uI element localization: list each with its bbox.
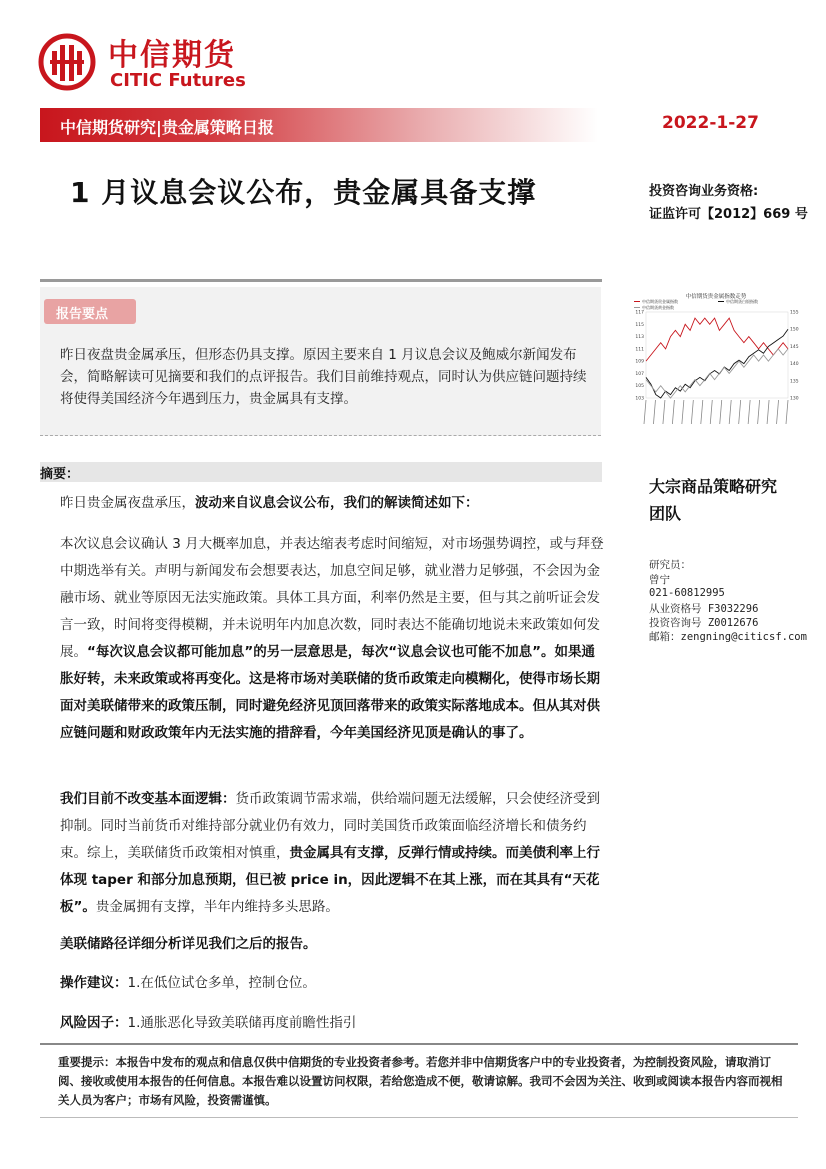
qualification-license: 证监许可【2012】669 号	[649, 207, 808, 222]
x-tick-4	[682, 400, 684, 424]
y-right-tick-1: 150	[790, 327, 799, 333]
team-title: 大宗商品策略研究	[649, 477, 778, 496]
series-line-0	[646, 318, 788, 361]
report-series-title: 中信期货研究|贵金属策略日报	[60, 118, 274, 137]
x-tick-2	[663, 400, 665, 424]
chart-y-axis-left	[635, 310, 644, 402]
citic-logo-icon	[38, 33, 96, 91]
footer-divider-bottom	[40, 1117, 798, 1118]
x-tick-11	[748, 400, 750, 424]
x-tick-12	[758, 400, 760, 424]
researcher-phone: 021-60812995	[649, 587, 725, 599]
chart-x-axis	[644, 400, 788, 424]
researcher-email: 邮箱：zengning@citicsf.com	[649, 631, 807, 643]
brand-name-en: CITIC Futures	[110, 70, 246, 91]
brand-name-cn: 中信期货	[108, 38, 236, 73]
chart-title: 中信期货贵金属指数走势	[685, 294, 747, 300]
abstract-header-bar	[40, 462, 602, 482]
y-left-tick-3: 111	[635, 347, 644, 353]
title-divider	[40, 279, 602, 282]
abstract-label: 摘要：	[40, 467, 80, 482]
qualification-label: 投资咨询业务资格:	[649, 184, 759, 199]
summary-text: 昨日夜盘贵金属承压，但形态仍具支撑。原因主要来自 1 月议息会议及鲍威尔新闻发布会，简略解读可见摘要和我们的点评报告。我们目前维持观点，同时认为供应链问题持续将使得美国经济今年遇到压力，贵金属具有支撑。	[60, 347, 587, 407]
x-tick-7	[710, 400, 712, 424]
summary-tab-label: 报告要点	[56, 307, 109, 322]
operation-advice: 操作建议：1.在低位试仓多单，控制仓位。	[60, 975, 316, 991]
legend-label-0: 中信期货贵金属指数	[642, 299, 678, 304]
y-left-tick-5: 107	[635, 371, 644, 377]
y-right-tick-2: 145	[790, 344, 799, 350]
abstract-paragraph-3: 我们目前不改变基本面逻辑：货币政策调节需求端，供给端问题无法缓解，只会使经济受到抑制。同时当前货币对维持部分就业仍有效力，同时美国货币政策面临经济增长和债务约束。综上，美联储货币政策相对慎重，贵金属具有支撑，反弹行情或持续。而美债利率上行体现 taper 和部分加息预期，但已被 price in，因此逻辑不在其上涨，而在其具有“天花板”。贵金属拥有支撑，半年内维持多头思路。	[60, 791, 600, 915]
y-left-tick-0: 117	[635, 310, 644, 316]
y-left-tick-6: 105	[635, 384, 644, 390]
y-left-tick-7: 103	[635, 396, 644, 402]
x-tick-14	[777, 400, 779, 424]
y-right-tick-3: 140	[790, 362, 799, 368]
legend-label-2: 中信期货黄金指数	[642, 305, 674, 310]
y-left-tick-4: 109	[635, 359, 644, 365]
footer-divider	[40, 1043, 798, 1045]
series-line-2	[646, 349, 788, 398]
team-title-2: 团队	[649, 504, 682, 523]
researcher-label: 研究员：	[649, 559, 691, 571]
x-tick-5	[691, 400, 693, 424]
x-tick-9	[729, 400, 731, 424]
y-left-tick-1: 115	[635, 322, 644, 328]
y-right-tick-5: 130	[790, 396, 799, 402]
x-tick-6	[701, 400, 703, 424]
researcher-consult-id: 投资咨询号 Z0012676	[649, 617, 759, 629]
report-date: 2022-1-27	[662, 113, 759, 133]
abstract-paragraph-4: 美联储路径详细分析详见我们之后的报告。	[60, 936, 317, 952]
x-tick-8	[720, 400, 722, 424]
series-line-1	[646, 329, 788, 398]
chart-y-axis-right	[790, 310, 799, 402]
x-tick-13	[767, 400, 769, 424]
risk-factors: 风险因子：1.通胀恶化导致美联储再度前瞻性指引	[60, 1015, 357, 1031]
researcher-license: 从业资格号 F3032296	[649, 603, 759, 615]
x-tick-15	[786, 400, 788, 424]
disclaimer: 重要提示：本报告中发布的观点和信息仅供中信期货的专业投资者参考。若您并非中信期货客户中的专业投资者，为控制投资风险，请取消订阅、接收或使用本报告的任何信息。本报告难以设置访问权限，若给您造成不便，敬请谅解。我司不会因为关注、收到或阅读本报告内容而视相关人员为客户；市场有风险，投资需谨慎。	[58, 1055, 783, 1107]
researcher-name: 曾宁	[649, 574, 670, 586]
abstract-paragraph-1: 昨日贵金属夜盘承压，波动来自议息会议公布，我们的解读简述如下：	[60, 495, 479, 511]
y-right-tick-0: 155	[790, 310, 799, 316]
x-tick-1	[653, 400, 655, 424]
x-tick-0	[644, 400, 646, 424]
y-left-tick-2: 113	[635, 335, 644, 341]
x-tick-10	[739, 400, 741, 424]
price-index-chart	[630, 290, 802, 430]
report-title: 1 月议息会议公布，贵金属具备支撑	[70, 176, 537, 209]
legend-label-1: 中信期货白银指数	[726, 299, 758, 304]
y-right-tick-4: 135	[790, 379, 799, 385]
abstract-paragraph-2: 本次议息会议确认 3 月大概率加息，并表达缩表考虑时间缩短，对市场强势调控，或与拜登中期选举有关。声明与新闻发布会想要表达，加息空间足够，就业潜力足够强，不会因为金融市场、就业等原因无法实施政策。具体工具方面，利率仍然是主要，但与其之前听证会发言一致，时间将变得模糊，并未说明年内加息次数，同时表达不能确切地说未来政策如何发展。“每次议息会议都可能加息”的另一层意思是，每次“议息会议也可能不加息”。如果通胀好转，未来政策或将再变化。这是将市场对美联储的货币政策走向模糊化，使得市场长期面对美联储带来的政策压制，同时避免经济见顶回落带来的政策实际落地成本。但从其对供应链问题和财政政策年内无法实施的措辞看，今年美国经济见顶是确认的事了。	[60, 536, 604, 741]
x-tick-3	[672, 400, 674, 424]
